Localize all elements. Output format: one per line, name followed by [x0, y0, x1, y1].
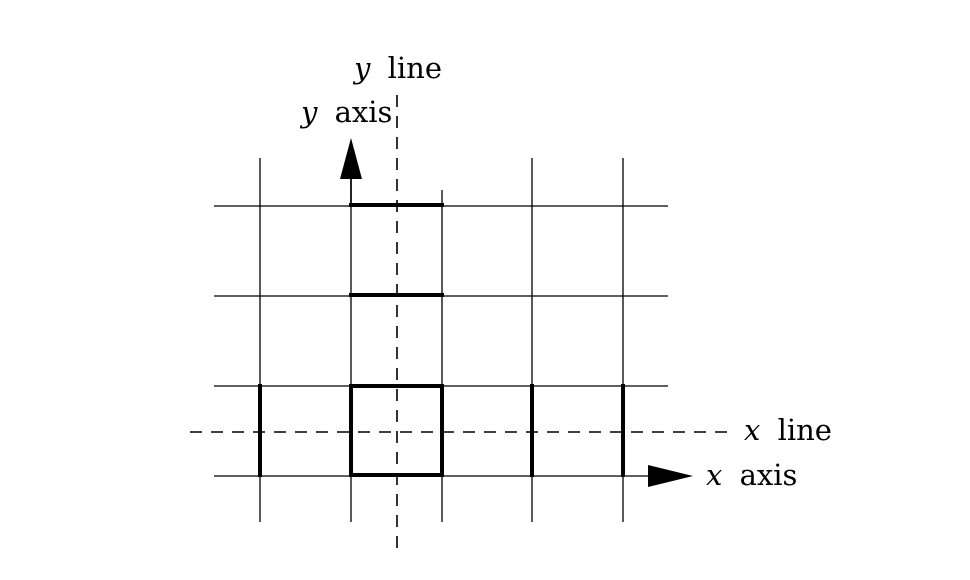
x-axis-arrowhead [648, 465, 693, 487]
y-line-label-word: line [387, 51, 442, 85]
x-axis-label [706, 458, 797, 492]
y-axis-arrowhead [340, 138, 362, 179]
x-axis [648, 465, 693, 487]
x-line-label-var: x [744, 413, 761, 447]
x-line-label-word: line [777, 413, 832, 447]
y-axis [340, 138, 362, 206]
x-axis-label-word: axis [739, 458, 798, 492]
y-axis-label-word: axis [334, 95, 393, 129]
y-axis-label-var: y [301, 95, 318, 129]
x-axis-label-var: x [706, 458, 723, 492]
y-axis-label [299, 95, 392, 129]
y-line-label [352, 51, 442, 85]
x-line-label [744, 413, 832, 447]
y-line-label-var: y [354, 51, 371, 85]
